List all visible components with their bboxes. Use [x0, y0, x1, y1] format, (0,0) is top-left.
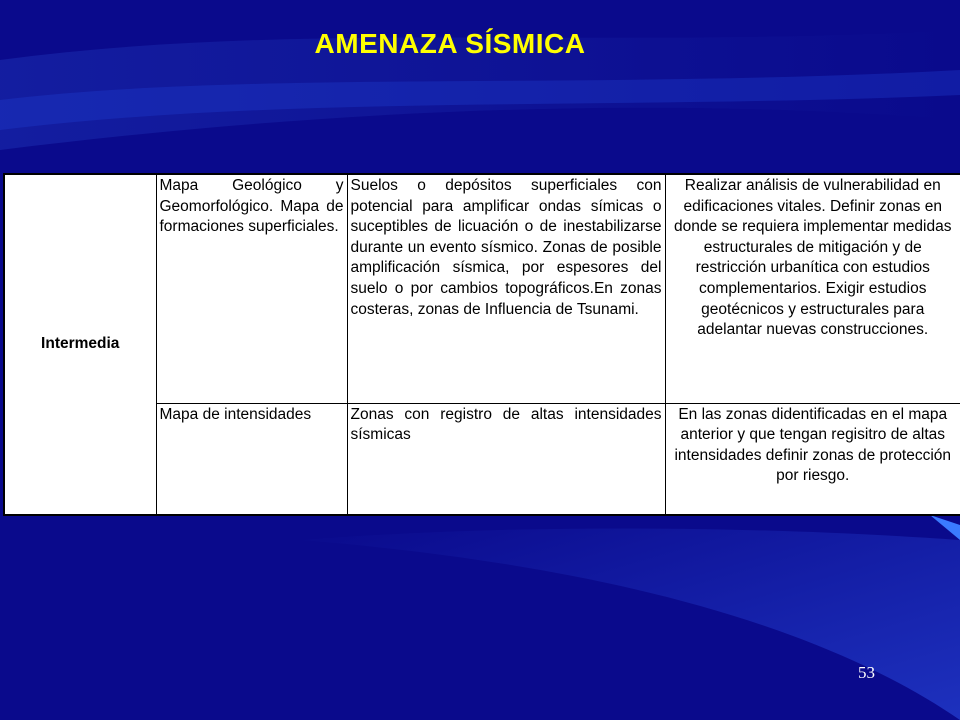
recommendation-cell: Realizar análisis de vulnerabilidad en edificaciones vitales. Definir zonas en donde se requiera implementar medidas estructurales de mitigación y de restricción urbanítica con estudios complementarios. Exigir estudios geotécnicos y estructurales para adelantar nuevas construcciones. — [665, 174, 960, 403]
zones-cell: Zonas con registro de altas intensidades sísmicas — [347, 403, 665, 515]
table-row — [4, 174, 960, 403]
seismic-threat-table — [3, 173, 960, 516]
threat-level-cell: Intermedia — [4, 174, 156, 515]
slide-title: AMENAZA SÍSMICA — [314, 28, 586, 59]
zones-cell: Suelos o depósitos superficiales con potencial para amplificar ondas símicas o suceptibles de licuación o de inestabilizarse durante un evento sísmico. Zonas de posible amplificación sísmica, por espesores del suelo o por cambios topográficos.En zonas costeras, zonas de Influencia de Tsunami. — [347, 174, 665, 403]
page-number: 53 — [858, 663, 875, 682]
recommendation-cell: En las zonas didentificadas en el mapa anterior y que tengan regisitro de altas intensidades definir zonas de protección por riesgo. — [665, 403, 960, 515]
map-cell: Mapa Geológico y Geomorfológico. Mapa de formaciones superficiales. — [156, 174, 347, 403]
map-cell: Mapa de intensidades — [156, 403, 347, 515]
